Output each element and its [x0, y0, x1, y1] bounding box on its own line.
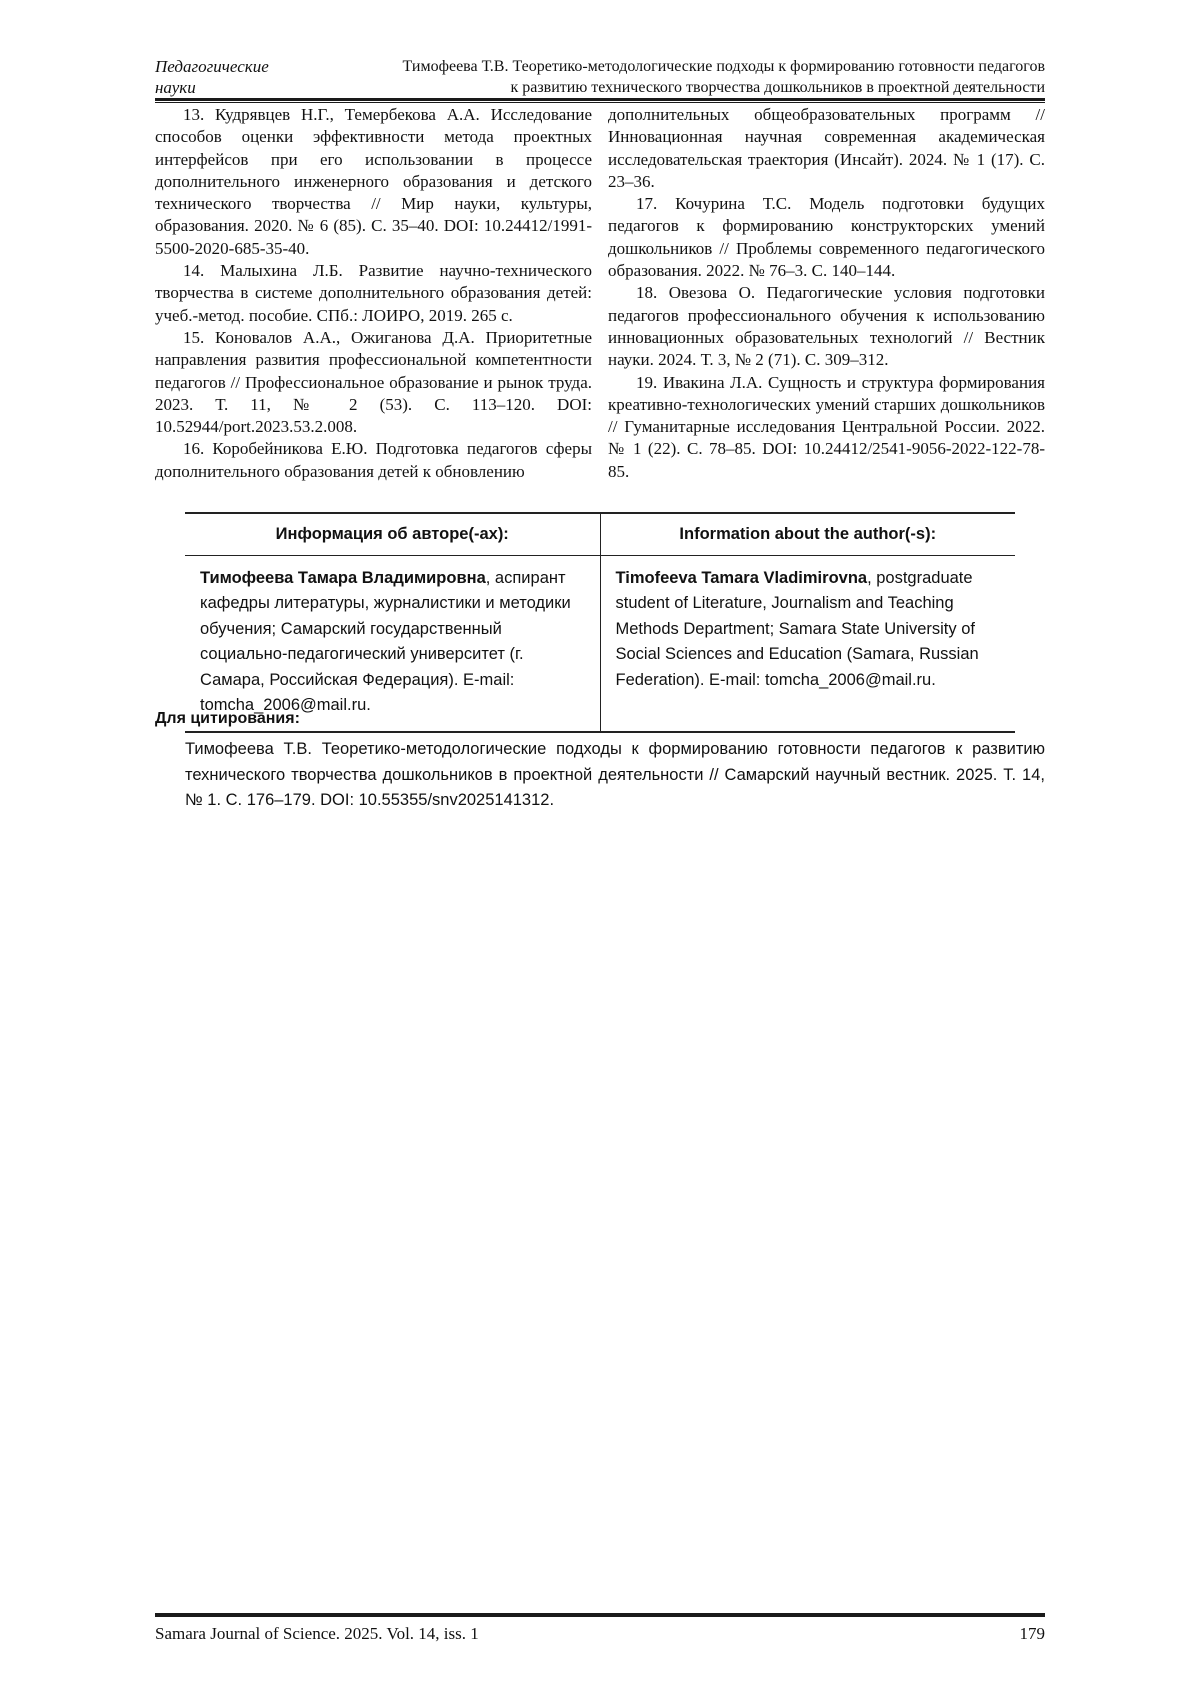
footer-journal-title: Samara Journal of Science. 2025. Vol. 14, iss. 1 [155, 1624, 479, 1643]
author-details-ru: , аспирант кафедры литературы, журналистики и методики обучения; Самарский государственный социально-педагогический университет (г. Самара, Российская Федерация). E-mail: tomcha_2006@mail.ru. [200, 568, 571, 714]
references-section [155, 104, 1045, 483]
citation-label: Для цитирования: [155, 710, 300, 727]
reference-item: 13. Кудрявцев Н.Г., Темербекова А.А. Исследование способов оценки эффективности метода проектных интерфейсов при его использовании в процессе дополнительного инженерного образования и детского технического творчества // Мир науки, культуры, образования. 2020. № 6 (85). С. 35–40. DOI: 10.24412/1991-5500-2020-685-35-40. [155, 105, 592, 258]
footer-page-number: 179 [1019, 1624, 1045, 1643]
author-info-table [185, 512, 1015, 733]
author-table-header-row [185, 514, 1015, 556]
page-header [155, 56, 1045, 98]
page-footer [155, 1624, 1045, 1644]
reference-item: 19. Ивакина Л.А. Сущность и структура формирования креативно-технологических умений старших дошкольников // Гуманитарные исследования Центральной России. 2022. № 1 (22). С. 78–85. DOI: 10.24412/2541-9056-2022-122-78-85. [608, 372, 1045, 481]
author-name-en: Timofeeva Tamara Vladimirovna [615, 568, 868, 587]
reference-item-continuation: дополнительных общеобразовательных программ // Инновационная научная современная академическая исследовательская траектория (Инсайт). 2024. № 1 (17). С. 23–36. [608, 105, 1045, 191]
author-table-body-row [185, 556, 1015, 731]
author-details-en: , postgraduate student of Literature, Journalism and Teaching Methods Department; Samara State University of Social Sciences and Education (Samara, Russian Federation). E-mail: tomcha_2006@mail.ru. [615, 568, 979, 689]
running-title-line1: Тимофеева Т.В. Теоретико-методологические подходы к формированию готовности педагогов [402, 58, 1045, 75]
author-table-header-ru: Информация об авторе(-ах): [185, 514, 601, 555]
author-name-ru: Тимофеева Тамара Владимировна [200, 568, 486, 587]
reference-item: 14. Малыхина Л.Б. Развитие научно-технического творчества в системе дополнительного образования детей: учеб.-метод. пособие. СПб.: ЛОИРО, 2019. 265 с. [155, 261, 592, 325]
section-title-line2: науки [155, 78, 196, 97]
author-table-header-en: Information about the author(-s): [679, 525, 937, 543]
references-left-column [155, 104, 592, 483]
reference-item: 16. Коробейникова Е.Ю. Подготовка педагогов сферы дополнительного образования детей к обновлению [155, 439, 592, 481]
running-title-line2: к развитию технического творчества дошкольников в проектной деятельности [510, 79, 1045, 96]
author-info-ru [185, 556, 601, 731]
citation-text: Тимофеева Т.В. Теоретико-методологические подходы к формированию готовности педагогов к развитию технического творчества дошкольников в проектной деятельности // Самарский научный вестник. 2025. Т. 14, № 1. С. 176–179. DOI: 10.55355/snv2025141312. [185, 740, 1045, 809]
author-info-en [601, 556, 1016, 731]
header-rule [155, 98, 1045, 103]
running-title [269, 56, 1045, 98]
references-right-column [608, 104, 1045, 483]
footer-rule [155, 1613, 1045, 1617]
reference-item: 17. Кочурина Т.С. Модель подготовки будущих педагогов к формированию конструкторских умений дошкольников // Проблемы современного педагогического образования. 2022. № 76–3. С. 140–144. [608, 194, 1045, 281]
reference-item: 15. Коновалов А.А., Ожиганова Д.А. Приоритетные направления развития профессиональной компетентности педагогов // Профессиональное образование и рынок труда. 2023. Т. 11, № 2 (53). С. 113–120. DOI: 10.52944/port.2023.53.2.008. [155, 327, 592, 437]
section-title [155, 56, 269, 98]
reference-item: 18. Овезова О. Педагогические условия подготовки педагогов профессионального обучения к использованию инновационных образовательных технологий // Вестник науки. 2024. Т. 3, № 2 (71). С. 309–312. [608, 283, 1045, 370]
section-title-line1: Педагогические [155, 57, 269, 76]
